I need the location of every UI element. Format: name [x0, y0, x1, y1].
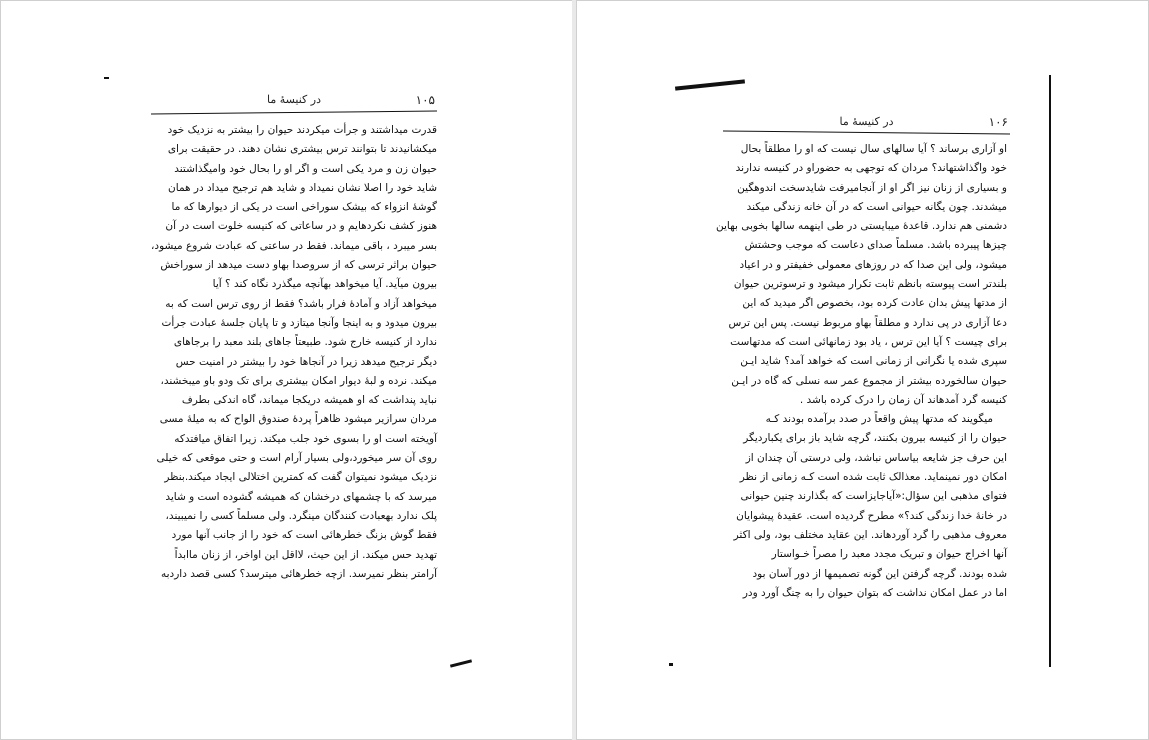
text-line: سپری شده یا نگرانی از زمانی است که خواهد آمد؟ شاید ایـن [740, 355, 1007, 368]
left-page [1, 1, 572, 739]
text-line: حیوان را از کنیسه بیرون بکنند، گرچه شاید باز برای یکباردیگر [743, 432, 1007, 445]
text-line: تهدید حس میکند. از این حیث، لااقل این اواخر، از زنان ماابداً [174, 548, 437, 561]
text-line: اما در عمل امکان نداشت که بتوان حیوان را به چنگ آورد ودر [742, 586, 1007, 599]
scan-mark [450, 659, 472, 667]
text-line: نزدیک میشود نمیتوان گفت که کمترین اختلالی ایجاد میکند.بنظر [164, 471, 437, 484]
left-header-rule [151, 111, 437, 115]
text-line: میکشانیدند تا بتوانند ترس بیشتری نشان دهند. در حقیقت برای [167, 143, 437, 156]
text-line: بیرون میدود و به اینجا وآنجا میتازد و تا پایان جلسهٔ عبادت جرأت [161, 316, 437, 329]
text-line: حیوان سالخورده بیشتر از مجموع عمر سه نسلی که گاه در ایـن [731, 374, 1007, 387]
text-line: حیوان براثر ترسی که از سروصدا بهاو دست میدهد از سوراخش [160, 259, 437, 272]
text-line: ندارد از کنیسه خارج شود. طبیعتاً جاهای بلند معبد را برجاهای [173, 336, 437, 349]
scan-edge-line [1049, 75, 1051, 667]
text-line: کنیسه گرد آمدهاند آن زمان را درک کرده باشد . [799, 393, 1007, 406]
text-line: چیزها پیبرده باشد. مسلماً صدای دعاست که موجب وحشتش [744, 239, 1007, 252]
text-line: شاید خود را اصلا نشان نمیداد و شاید هم ترجیح میداد در همان [168, 181, 437, 194]
text-line: آرامتر بنظر نمیرسد. ازچه خطرهائی میترسد؟ کسی قصد داردبه [161, 567, 437, 580]
left-running-title: در کنیسهٔ ما [266, 93, 322, 106]
text-line: دیگر ترجیح میدهد زیرا در آنجاها خود را بیشتر در امنیت حس [175, 355, 437, 368]
text-line: میشدند. چون یگانه حیوانی است که در آن خانه زندگی میکند [746, 200, 1007, 213]
scan-mark [104, 77, 109, 79]
left-page-number: ۱۰۵ [415, 93, 435, 107]
text-line: بلندتر است پیوسته بانظم ثابت تکرار میشود و ترسوترین حیوان [733, 278, 1007, 291]
text-line: برای چیست ؟ آیا این ترس ، یاد بود زمانهائی است که مدتهاست [730, 335, 1007, 348]
left-page-body-text [151, 121, 437, 584]
text-line: روی آن سر میخورد،ولی بسیار آرام است و حتی موقعی که خیلی [156, 452, 437, 465]
right-page [577, 1, 1148, 739]
text-line: میرسد که با چشمهای درخشان که همیشه گشوده است و شاید [165, 490, 437, 503]
right-page-body-text [715, 140, 1007, 603]
text-line: میخواهد آزاد و آمادهٔ فرار باشد؟ فقط از روی ترس است که به [165, 297, 437, 310]
text-line: نباید پنداشت که او همیشه دریکجا میماند، گاه اندکی بطرف [181, 394, 437, 407]
text-line: آنها اخراج حیوان و تبریک مجدد معبد را مصراً خـواستار [771, 548, 1007, 561]
text-line: میگویند که مدتها پیش واقعاً در صدد برآمده بودند کـه [765, 413, 993, 426]
text-line: آویخته است او را بسوی خود جلب میکند. زیرا اتفاق میافتدکه [174, 432, 437, 445]
text-line: دعا آزاری در پی ندارد و مطلقاً بهاو مربوط نیست. پس این ترس [728, 316, 1007, 329]
text-line: او آزاری برساند ؟ آیا سالهای سال نیست که او را مطلقاً بحال [740, 143, 1007, 155]
right-running-title: در کنیسهٔ ما [839, 115, 894, 128]
text-line: امکان دور نمینماید. معذالک ثابت شده است کـه زمانی از نظر [739, 471, 1007, 484]
text-line: میشود، ولی این صدا که در روزهای معمولی خفیفتر و در اعیاد [739, 258, 1007, 271]
text-line: این حرف جز شایعه بیاساس نباشد، ولی درستی آن چندان از [745, 451, 1007, 464]
left-page-header [153, 93, 435, 111]
text-line: پلک ندارد بهعبادت کنندگان مینگرد. ولی مسلماً کسی را نمیبیند، [165, 509, 437, 522]
text-line: فقط گوش بزنگ خطرهائی است که خود را از جانب آنها مورد [171, 529, 437, 542]
text-line: گوشهٔ انزواء که بیشک سوراخی است در یکی از دیوارها که ما [171, 201, 437, 214]
text-line: و بسیاری از زنان نیز اگر او از آنجامیرفت شایدسخت اندوهگین [737, 181, 1007, 194]
text-line: فتوای مذهبی این سؤال:«آیاجایزاست که بگذارند چنین حیوانی [740, 490, 1007, 503]
text-line: از مدتها پیش بدان عادت کرده بود، بخصوص اگر میدید که این [742, 297, 1007, 310]
text-line: معروف مذهبی را گرد آوردهاند. این عقاید مختلف بود، ولی اکثر [733, 528, 1007, 541]
text-line: بیرون میآید. آیا میخواهد بهآنچه میگذرد نگاه کند ؟ آیا [212, 278, 437, 291]
scan-mark [675, 79, 745, 90]
text-line: حیوان زن و مرد یکی است و اگر او را بحال خود وامیگذاشتند [174, 162, 437, 175]
text-line: بسر میبرد ، باقی میماند. فقط در ساعتی که عبادت شروع میشود، [151, 239, 437, 252]
text-line: قدرت میداشتند و جرأت میکردند حیوان را بیشتر به نزدیک خود [167, 124, 437, 136]
text-line: دشمنی هم ندارد. قاعدهٔ میبایستی در طی اینهمه سالها بخوبی بهاین [716, 220, 1007, 233]
scan-mark [669, 663, 673, 666]
text-line: خود واگذاشتهاند؟ مردان که توجهی به حضوراو در کنیسه ندارند [735, 162, 1007, 175]
text-line: هنوز کشف نکردهایم و در ساعاتی که کنیسه خلوت است در آن [165, 220, 437, 233]
text-line: مردان سرازیر میشود ظاهراً پردهٔ صندوق الواح که به میلهٔ مسی [159, 413, 437, 426]
text-line: در خانهٔ خدا زندگی کند؟» مطرح گردیده است. عقیدهٔ پیشوایان [736, 509, 1007, 522]
right-page-number: ۱۰۶ [988, 115, 1008, 129]
text-line: میکند. نرده و لبهٔ دیوار امکان بیشتری برای تک ودو باو میبخشند، [160, 374, 437, 387]
text-line: شده بودند. گرچه گرفتن این گونه تصمیمها از دور آسان بود [752, 567, 1007, 580]
